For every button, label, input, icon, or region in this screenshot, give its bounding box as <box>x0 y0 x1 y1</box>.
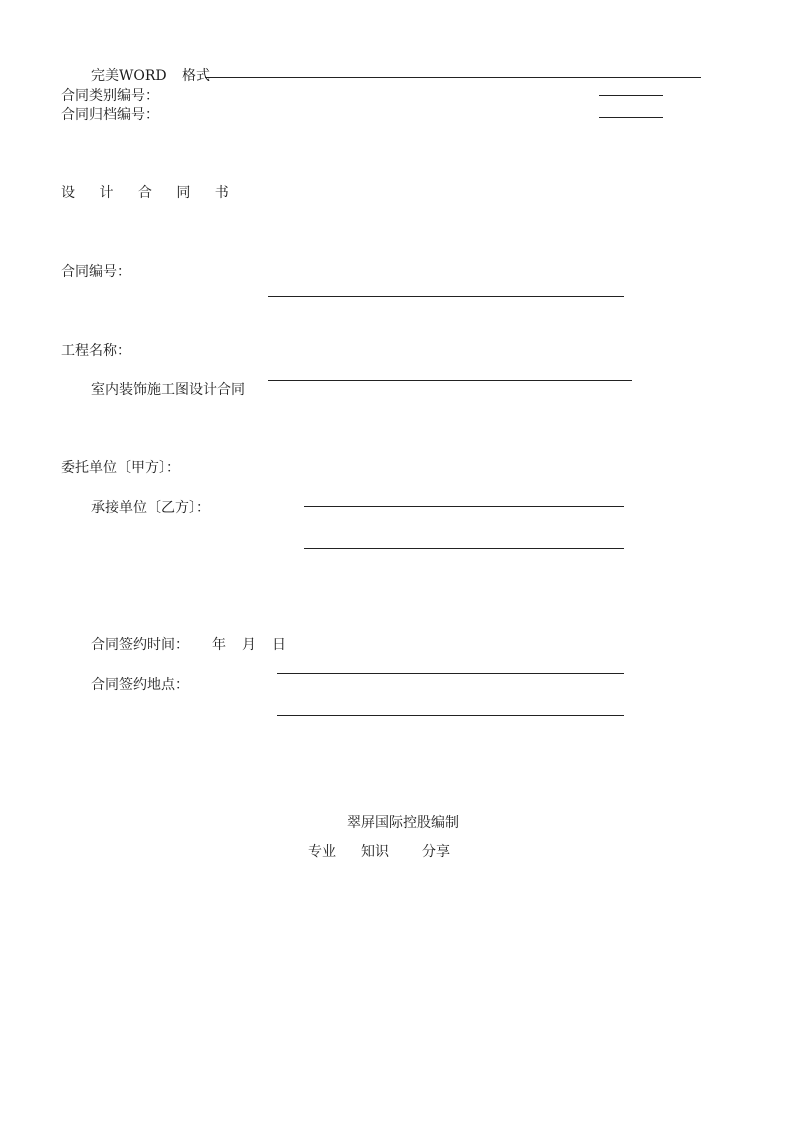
project-name-label: 工程名称： <box>61 343 131 359</box>
client-label: 委托单位〔甲方〕： <box>61 460 180 476</box>
sign-time-day: 日 <box>272 637 286 653</box>
contract-number-label: 合同编号： <box>61 264 131 280</box>
sign-place-field[interactable] <box>277 715 624 716</box>
contract-number-field[interactable] <box>268 296 624 297</box>
slogan-word-1: 专业 <box>308 844 336 860</box>
project-name-field[interactable] <box>268 380 632 381</box>
category-number-field[interactable] <box>599 95 663 96</box>
client-field[interactable] <box>304 506 624 507</box>
sign-place-label: 合同签约地点： <box>91 677 189 693</box>
sign-time-label: 合同签约时间： <box>91 637 189 653</box>
slogan-word-2: 知识 <box>361 844 389 860</box>
compiler-line: 翠屏国际控股编制 <box>347 815 459 831</box>
archive-number-field[interactable] <box>599 117 663 118</box>
archive-number-label: 合同归档编号： <box>61 107 159 123</box>
sign-time-month: 月 <box>242 637 256 653</box>
sign-time-field[interactable] <box>277 673 624 674</box>
category-number-label: 合同类别编号： <box>61 88 159 104</box>
sign-time-year: 年 <box>212 637 226 653</box>
header-brand-right: 格式 <box>182 68 210 84</box>
document-title: 设 计 合 同 书 <box>61 185 239 201</box>
header-rule <box>205 77 701 78</box>
contractor-field[interactable] <box>304 548 624 549</box>
contractor-label: 承接单位〔乙方〕： <box>91 500 210 516</box>
slogan-word-3: 分享 <box>422 844 450 860</box>
project-name-value: 室内装饰施工图设计合同 <box>91 382 245 398</box>
header-brand-left: 完美WORD <box>91 68 167 84</box>
